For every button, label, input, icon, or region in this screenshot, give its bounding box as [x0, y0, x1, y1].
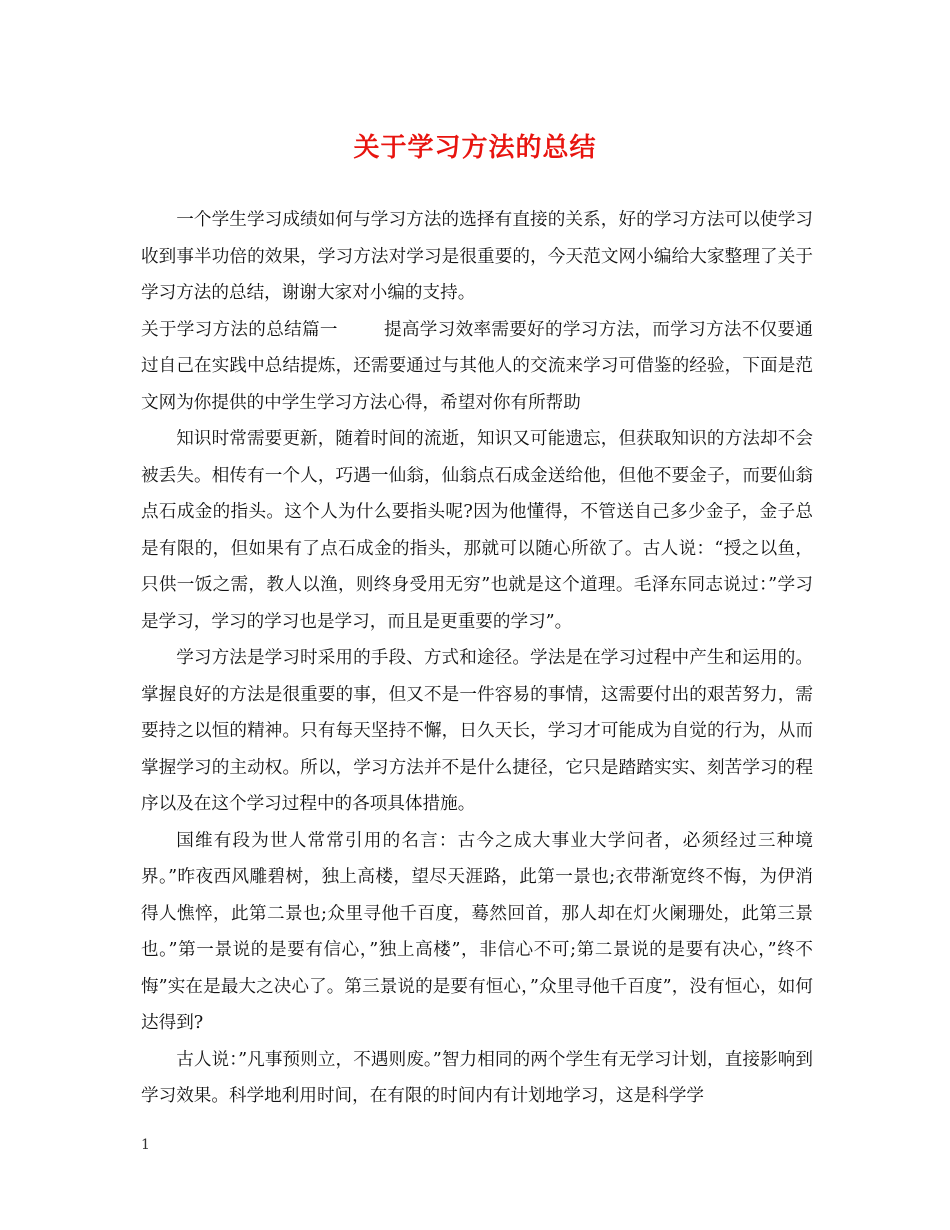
- section-title: 关于学习方法的总结篇一: [141, 319, 338, 340]
- section-paragraph: [141, 312, 813, 422]
- body-paragraph-2: 学习方法是学习时采用的手段、方式和途径。学法是在学习过程中产生和运用的。掌握良好的方法是很重要的事，但又不是一件容易的事情，这需要付出的艰苦努力，需要持之以恒的精神。只有每天坚持不懈，日久天长，学习才可能成为自觉的行为，从而掌握学习的主动权。所以，学习方法并不是什么捷径，它只是踏踏实实、刻苦学习的程序以及在这个学习过程中的各项具体措施。: [141, 648, 813, 814]
- intro-paragraph: 一个学生学习成绩如何与学习方法的选择有直接的关系，好的学习方法可以使学习收到事半功倍的效果，学习方法对学习是很重要的，今天范文网小编给大家整理了关于学习方法的总结，谢谢大家对小编的支持。: [141, 210, 813, 303]
- document-body: [141, 202, 813, 1115]
- section-lead: 提高学习效率需要好的学习方法，而学习方法不仅要通过自己在实践中总结提炼，还需要通过与其他人的交流来学习可借鉴的经验，下面是范文网为你提供的中学生学习方法心得，希望对你有所帮助: [141, 319, 813, 413]
- body-paragraph-4: 古人说：”凡事预则立，不遇则废。”智力相同的两个学生有无学习计划，直接影响到学习效果。科学地利用时间，在有限的时间内有计划地学习，这是科学学: [141, 1049, 813, 1106]
- body-paragraph-3: 国维有段为世人常常引用的名言：古今之成大事业大学问者，必须经过三种境界。”昨夜西风雕碧树，独上高楼，望尽天涯路，此第一景也;衣带渐宽终不悔，为伊消得人憔悴，此第二景也;众里寻他千百度，蓦然回首，那人却在灯火阑珊处，此第三景也。”第一景说的是要有信心，”独上高楼”，非信心不可;第二景说的是要有决心，”终不悔”实在是最大之决心了。第三景说的是要有恒心，”众里寻他千百度”，没有恒心，如何达得到?: [141, 830, 813, 1033]
- page-number: 1: [141, 1137, 150, 1153]
- body-paragraph-1: 知识时常需要更新，随着时间的流逝，知识又可能遗忘，但获取知识的方法却不会被丢失。相传有一个人，巧遇一仙翁，仙翁点石成金送给他，但他不要金子，而要仙翁点石成金的指头。这个人为什么要指头呢?因为他懂得，不管送自己多少金子，金子总是有限的，但如果有了点石成金的指头，那就可以随心所欲了。古人说：“授之以鱼，只供一饭之需，教人以渔，则终身受用无穷”也就是这个道理。毛泽东同志说过：”学习是学习，学习的学习也是学习，而且是更重要的学习”。: [141, 429, 813, 632]
- document-title: 关于学习方法的总结: [353, 133, 597, 163]
